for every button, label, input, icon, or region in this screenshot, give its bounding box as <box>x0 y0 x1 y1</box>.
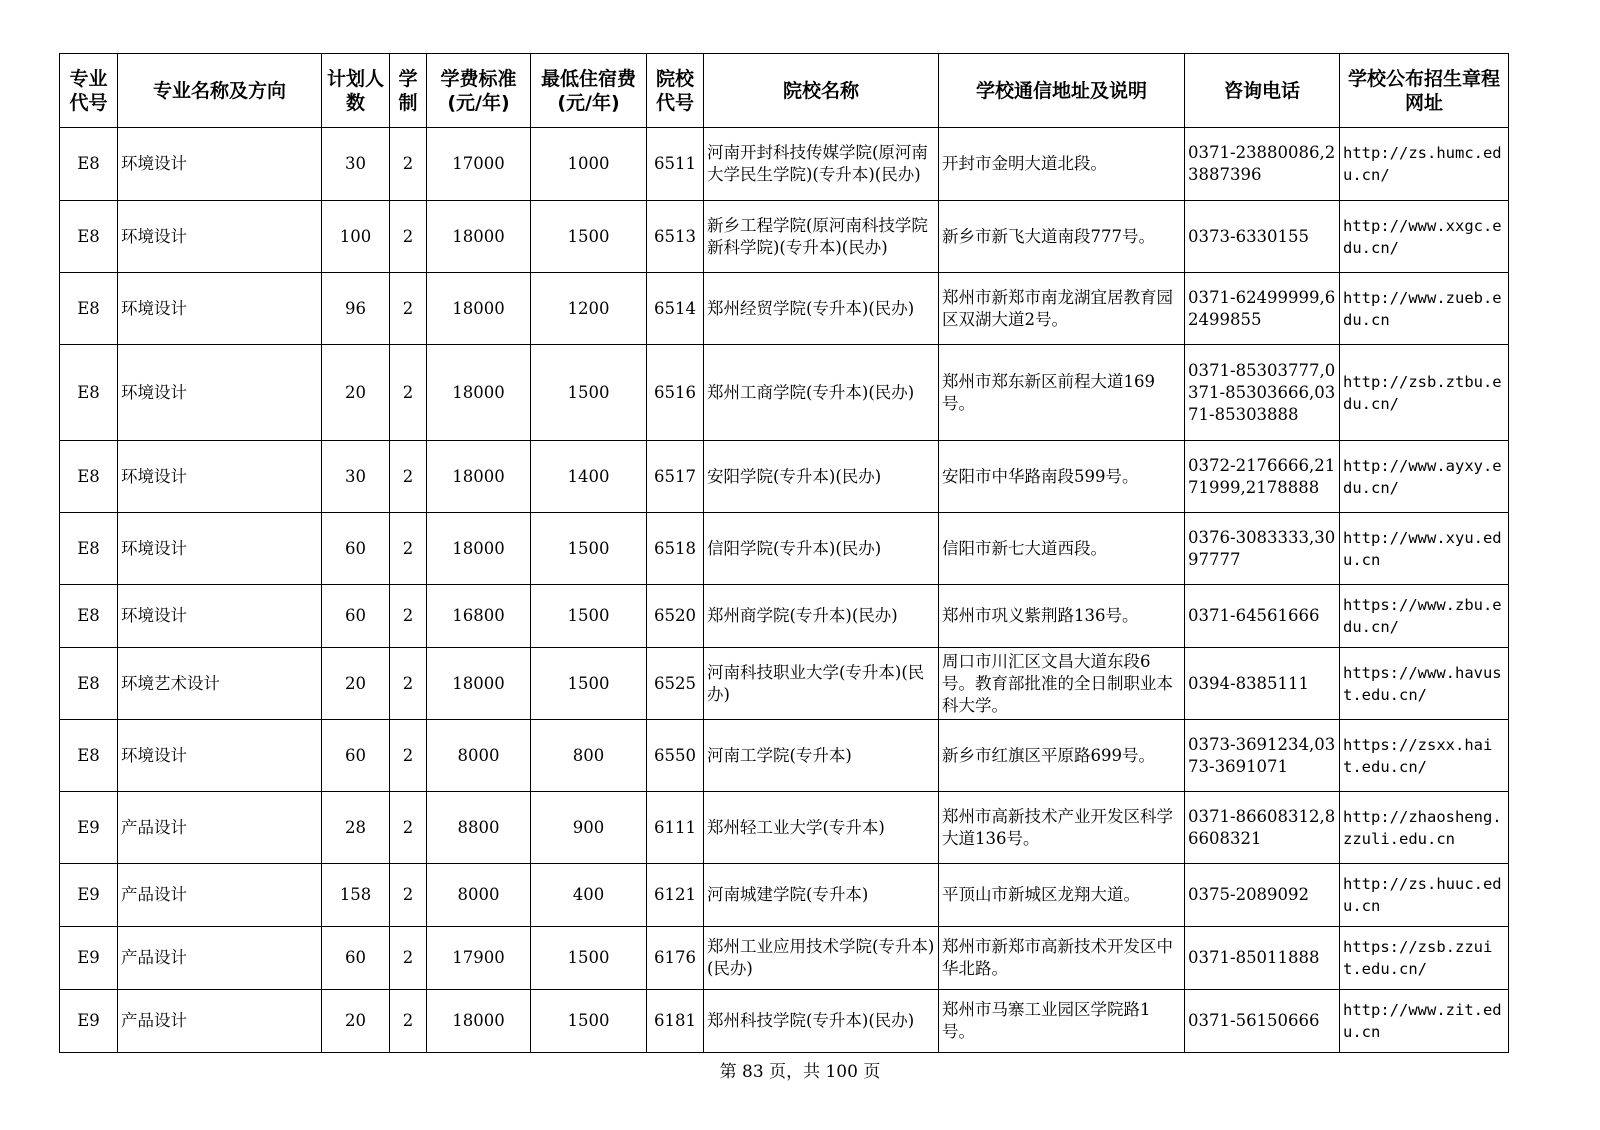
cell-major-code: E9 <box>60 864 118 927</box>
cell-major-name: 环境设计 <box>118 201 322 273</box>
cell-duration: 2 <box>390 990 427 1053</box>
cell-school-name: 郑州工业应用技术学院(专升本)(民办) <box>704 927 939 990</box>
table-row <box>60 720 1509 792</box>
cell-school-code: 6181 <box>647 990 704 1053</box>
cell-school-code: 6516 <box>647 345 704 441</box>
cell-plan-count: 96 <box>322 273 390 345</box>
cell-tuition: 17900 <box>427 927 531 990</box>
cell-url: http://www.ayxy.edu.cn/ <box>1340 441 1509 513</box>
table-row <box>60 128 1509 201</box>
cell-major-name: 环境设计 <box>118 128 322 201</box>
cell-school-code: 6550 <box>647 720 704 792</box>
cell-dorm-fee: 1500 <box>531 927 647 990</box>
cell-dorm-fee: 1500 <box>531 513 647 585</box>
cell-school-name: 河南工学院(专升本) <box>704 720 939 792</box>
page-number-footer: 第 83 页，共 100 页 <box>719 1062 881 1082</box>
cell-school-name: 河南科技职业大学(专升本)(民办) <box>704 648 939 720</box>
cell-dorm-fee: 1400 <box>531 441 647 513</box>
cell-major-name: 环境设计 <box>118 585 322 648</box>
cell-school-code: 6111 <box>647 792 704 864</box>
cell-address: 郑州市马寨工业园区学院路1号。 <box>939 990 1185 1053</box>
cell-school-name: 郑州商学院(专升本)(民办) <box>704 585 939 648</box>
cell-plan-count: 60 <box>322 720 390 792</box>
cell-major-code: E8 <box>60 720 118 792</box>
cell-address: 新乡市新飞大道南段777号。 <box>939 201 1185 273</box>
cell-phone: 0394-8385111 <box>1185 648 1340 720</box>
cell-address: 信阳市新七大道西段。 <box>939 513 1185 585</box>
cell-address: 安阳市中华路南段599号。 <box>939 441 1185 513</box>
cell-address: 郑州市新郑市南龙湖宜居教育园区双湖大道2号。 <box>939 273 1185 345</box>
cell-tuition: 8000 <box>427 720 531 792</box>
cell-duration: 2 <box>390 128 427 201</box>
cell-tuition: 8000 <box>427 864 531 927</box>
cell-major-name: 环境设计 <box>118 273 322 345</box>
cell-duration: 2 <box>390 441 427 513</box>
cell-tuition: 18000 <box>427 441 531 513</box>
cell-plan-count: 20 <box>322 990 390 1053</box>
cell-major-code: E8 <box>60 345 118 441</box>
cell-major-code: E8 <box>60 441 118 513</box>
cell-school-name: 安阳学院(专升本)(民办) <box>704 441 939 513</box>
cell-phone: 0371-64561666 <box>1185 585 1340 648</box>
cell-duration: 2 <box>390 927 427 990</box>
admission-table <box>59 53 1509 1053</box>
cell-tuition: 18000 <box>427 513 531 585</box>
cell-school-name: 信阳学院(专升本)(民办) <box>704 513 939 585</box>
cell-plan-count: 60 <box>322 513 390 585</box>
cell-address: 周口市川汇区文昌大道东段6号。教育部批准的全日制职业本科大学。 <box>939 648 1185 720</box>
cell-plan-count: 28 <box>322 792 390 864</box>
cell-major-name: 环境设计 <box>118 345 322 441</box>
cell-major-code: E8 <box>60 128 118 201</box>
cell-school-code: 6514 <box>647 273 704 345</box>
header-school-code: 院校代号 <box>647 54 704 128</box>
cell-address: 新乡市红旗区平原路699号。 <box>939 720 1185 792</box>
cell-url: http://zhaosheng.zzuli.edu.cn <box>1340 792 1509 864</box>
table-row <box>60 513 1509 585</box>
cell-duration: 2 <box>390 720 427 792</box>
cell-address: 平顶山市新城区龙翔大道。 <box>939 864 1185 927</box>
cell-tuition: 16800 <box>427 585 531 648</box>
table-row <box>60 648 1509 720</box>
cell-url: https://www.havust.edu.cn/ <box>1340 648 1509 720</box>
cell-tuition: 18000 <box>427 201 531 273</box>
cell-phone: 0371-86608312,86608321 <box>1185 792 1340 864</box>
cell-plan-count: 158 <box>322 864 390 927</box>
cell-phone: 0372-2176666,2171999,2178888 <box>1185 441 1340 513</box>
cell-url: http://www.zit.edu.cn <box>1340 990 1509 1053</box>
cell-phone: 0376-3083333,3097777 <box>1185 513 1340 585</box>
cell-phone: 0373-3691234,0373-3691071 <box>1185 720 1340 792</box>
cell-phone: 0371-23880086,23887396 <box>1185 128 1340 201</box>
cell-major-name: 产品设计 <box>118 792 322 864</box>
cell-major-code: E8 <box>60 648 118 720</box>
cell-duration: 2 <box>390 273 427 345</box>
cell-duration: 2 <box>390 585 427 648</box>
cell-duration: 2 <box>390 648 427 720</box>
cell-tuition: 17000 <box>427 128 531 201</box>
cell-phone: 0375-2089092 <box>1185 864 1340 927</box>
cell-phone: 0371-56150666 <box>1185 990 1340 1053</box>
table-row <box>60 441 1509 513</box>
cell-url: http://www.zueb.edu.cn <box>1340 273 1509 345</box>
cell-plan-count: 60 <box>322 585 390 648</box>
cell-school-code: 6525 <box>647 648 704 720</box>
cell-address: 郑州市郑东新区前程大道169号。 <box>939 345 1185 441</box>
header-tuition: 学费标准(元/年) <box>427 54 531 128</box>
header-major-name: 专业名称及方向 <box>118 54 322 128</box>
cell-url: https://www.zbu.edu.cn/ <box>1340 585 1509 648</box>
header-plan-count: 计划人数 <box>322 54 390 128</box>
table-row <box>60 273 1509 345</box>
cell-url: http://zs.huuc.edu.cn <box>1340 864 1509 927</box>
cell-duration: 2 <box>390 513 427 585</box>
cell-major-name: 环境设计 <box>118 720 322 792</box>
cell-dorm-fee: 1500 <box>531 648 647 720</box>
cell-duration: 2 <box>390 201 427 273</box>
cell-major-name: 产品设计 <box>118 864 322 927</box>
cell-dorm-fee: 1200 <box>531 273 647 345</box>
cell-plan-count: 30 <box>322 441 390 513</box>
table-row <box>60 792 1509 864</box>
cell-duration: 2 <box>390 864 427 927</box>
header-url: 学校公布招生章程网址 <box>1340 54 1509 128</box>
cell-school-name: 郑州经贸学院(专升本)(民办) <box>704 273 939 345</box>
header-phone: 咨询电话 <box>1185 54 1340 128</box>
cell-major-code: E8 <box>60 513 118 585</box>
cell-school-code: 6121 <box>647 864 704 927</box>
cell-tuition: 18000 <box>427 273 531 345</box>
cell-school-name: 河南开封科技传媒学院(原河南大学民生学院)(专升本)(民办) <box>704 128 939 201</box>
header-major-code: 专业代号 <box>60 54 118 128</box>
cell-url: http://zsb.ztbu.edu.cn/ <box>1340 345 1509 441</box>
header-address: 学校通信地址及说明 <box>939 54 1185 128</box>
cell-major-code: E8 <box>60 585 118 648</box>
cell-plan-count: 20 <box>322 648 390 720</box>
header-row <box>60 54 1509 128</box>
cell-phone: 0371-85011888 <box>1185 927 1340 990</box>
header-school-name: 院校名称 <box>704 54 939 128</box>
cell-tuition: 8800 <box>427 792 531 864</box>
cell-major-name: 环境设计 <box>118 441 322 513</box>
cell-dorm-fee: 1500 <box>531 585 647 648</box>
cell-url: https://zsxx.hait.edu.cn/ <box>1340 720 1509 792</box>
cell-school-code: 6511 <box>647 128 704 201</box>
cell-phone: 0373-6330155 <box>1185 201 1340 273</box>
cell-major-name: 环境设计 <box>118 513 322 585</box>
cell-school-name: 郑州轻工业大学(专升本) <box>704 792 939 864</box>
cell-school-code: 6518 <box>647 513 704 585</box>
cell-school-name: 郑州科技学院(专升本)(民办) <box>704 990 939 1053</box>
cell-major-code: E8 <box>60 273 118 345</box>
cell-major-code: E9 <box>60 927 118 990</box>
cell-dorm-fee: 1500 <box>531 201 647 273</box>
cell-address: 郑州市新郑市高新技术开发区中华北路。 <box>939 927 1185 990</box>
cell-school-code: 6520 <box>647 585 704 648</box>
cell-plan-count: 30 <box>322 128 390 201</box>
cell-url: http://www.xyu.edu.cn <box>1340 513 1509 585</box>
cell-dorm-fee: 1500 <box>531 990 647 1053</box>
cell-school-code: 6176 <box>647 927 704 990</box>
cell-plan-count: 100 <box>322 201 390 273</box>
table-row <box>60 345 1509 441</box>
cell-major-code: E9 <box>60 792 118 864</box>
cell-address: 郑州市巩义紫荆路136号。 <box>939 585 1185 648</box>
cell-tuition: 18000 <box>427 345 531 441</box>
cell-dorm-fee: 400 <box>531 864 647 927</box>
table-row <box>60 927 1509 990</box>
cell-plan-count: 20 <box>322 345 390 441</box>
cell-url: http://zs.humc.edu.cn/ <box>1340 128 1509 201</box>
cell-url: http://www.xxgc.edu.cn/ <box>1340 201 1509 273</box>
cell-dorm-fee: 1500 <box>531 345 647 441</box>
cell-major-name: 产品设计 <box>118 990 322 1053</box>
header-duration: 学制 <box>390 54 427 128</box>
cell-duration: 2 <box>390 792 427 864</box>
table-row <box>60 201 1509 273</box>
cell-duration: 2 <box>390 345 427 441</box>
cell-school-code: 6517 <box>647 441 704 513</box>
cell-major-name: 产品设计 <box>118 927 322 990</box>
header-dorm-fee: 最低住宿费(元/年) <box>531 54 647 128</box>
cell-major-code: E8 <box>60 201 118 273</box>
cell-major-code: E9 <box>60 990 118 1053</box>
cell-url: https://zsb.zzuit.edu.cn/ <box>1340 927 1509 990</box>
cell-address: 开封市金明大道北段。 <box>939 128 1185 201</box>
cell-dorm-fee: 800 <box>531 720 647 792</box>
cell-school-code: 6513 <box>647 201 704 273</box>
cell-school-name: 新乡工程学院(原河南科技学院新科学院)(专升本)(民办) <box>704 201 939 273</box>
cell-school-name: 郑州工商学院(专升本)(民办) <box>704 345 939 441</box>
cell-tuition: 18000 <box>427 648 531 720</box>
cell-major-name: 环境艺术设计 <box>118 648 322 720</box>
table-row <box>60 990 1509 1053</box>
cell-address: 郑州市高新技术产业开发区科学大道136号。 <box>939 792 1185 864</box>
table-row <box>60 864 1509 927</box>
cell-school-name: 河南城建学院(专升本) <box>704 864 939 927</box>
table-row <box>60 585 1509 648</box>
cell-tuition: 18000 <box>427 990 531 1053</box>
cell-phone: 0371-85303777,0371-85303666,0371-85303888 <box>1185 345 1340 441</box>
cell-dorm-fee: 1000 <box>531 128 647 201</box>
cell-plan-count: 60 <box>322 927 390 990</box>
cell-phone: 0371-62499999,62499855 <box>1185 273 1340 345</box>
cell-dorm-fee: 900 <box>531 792 647 864</box>
